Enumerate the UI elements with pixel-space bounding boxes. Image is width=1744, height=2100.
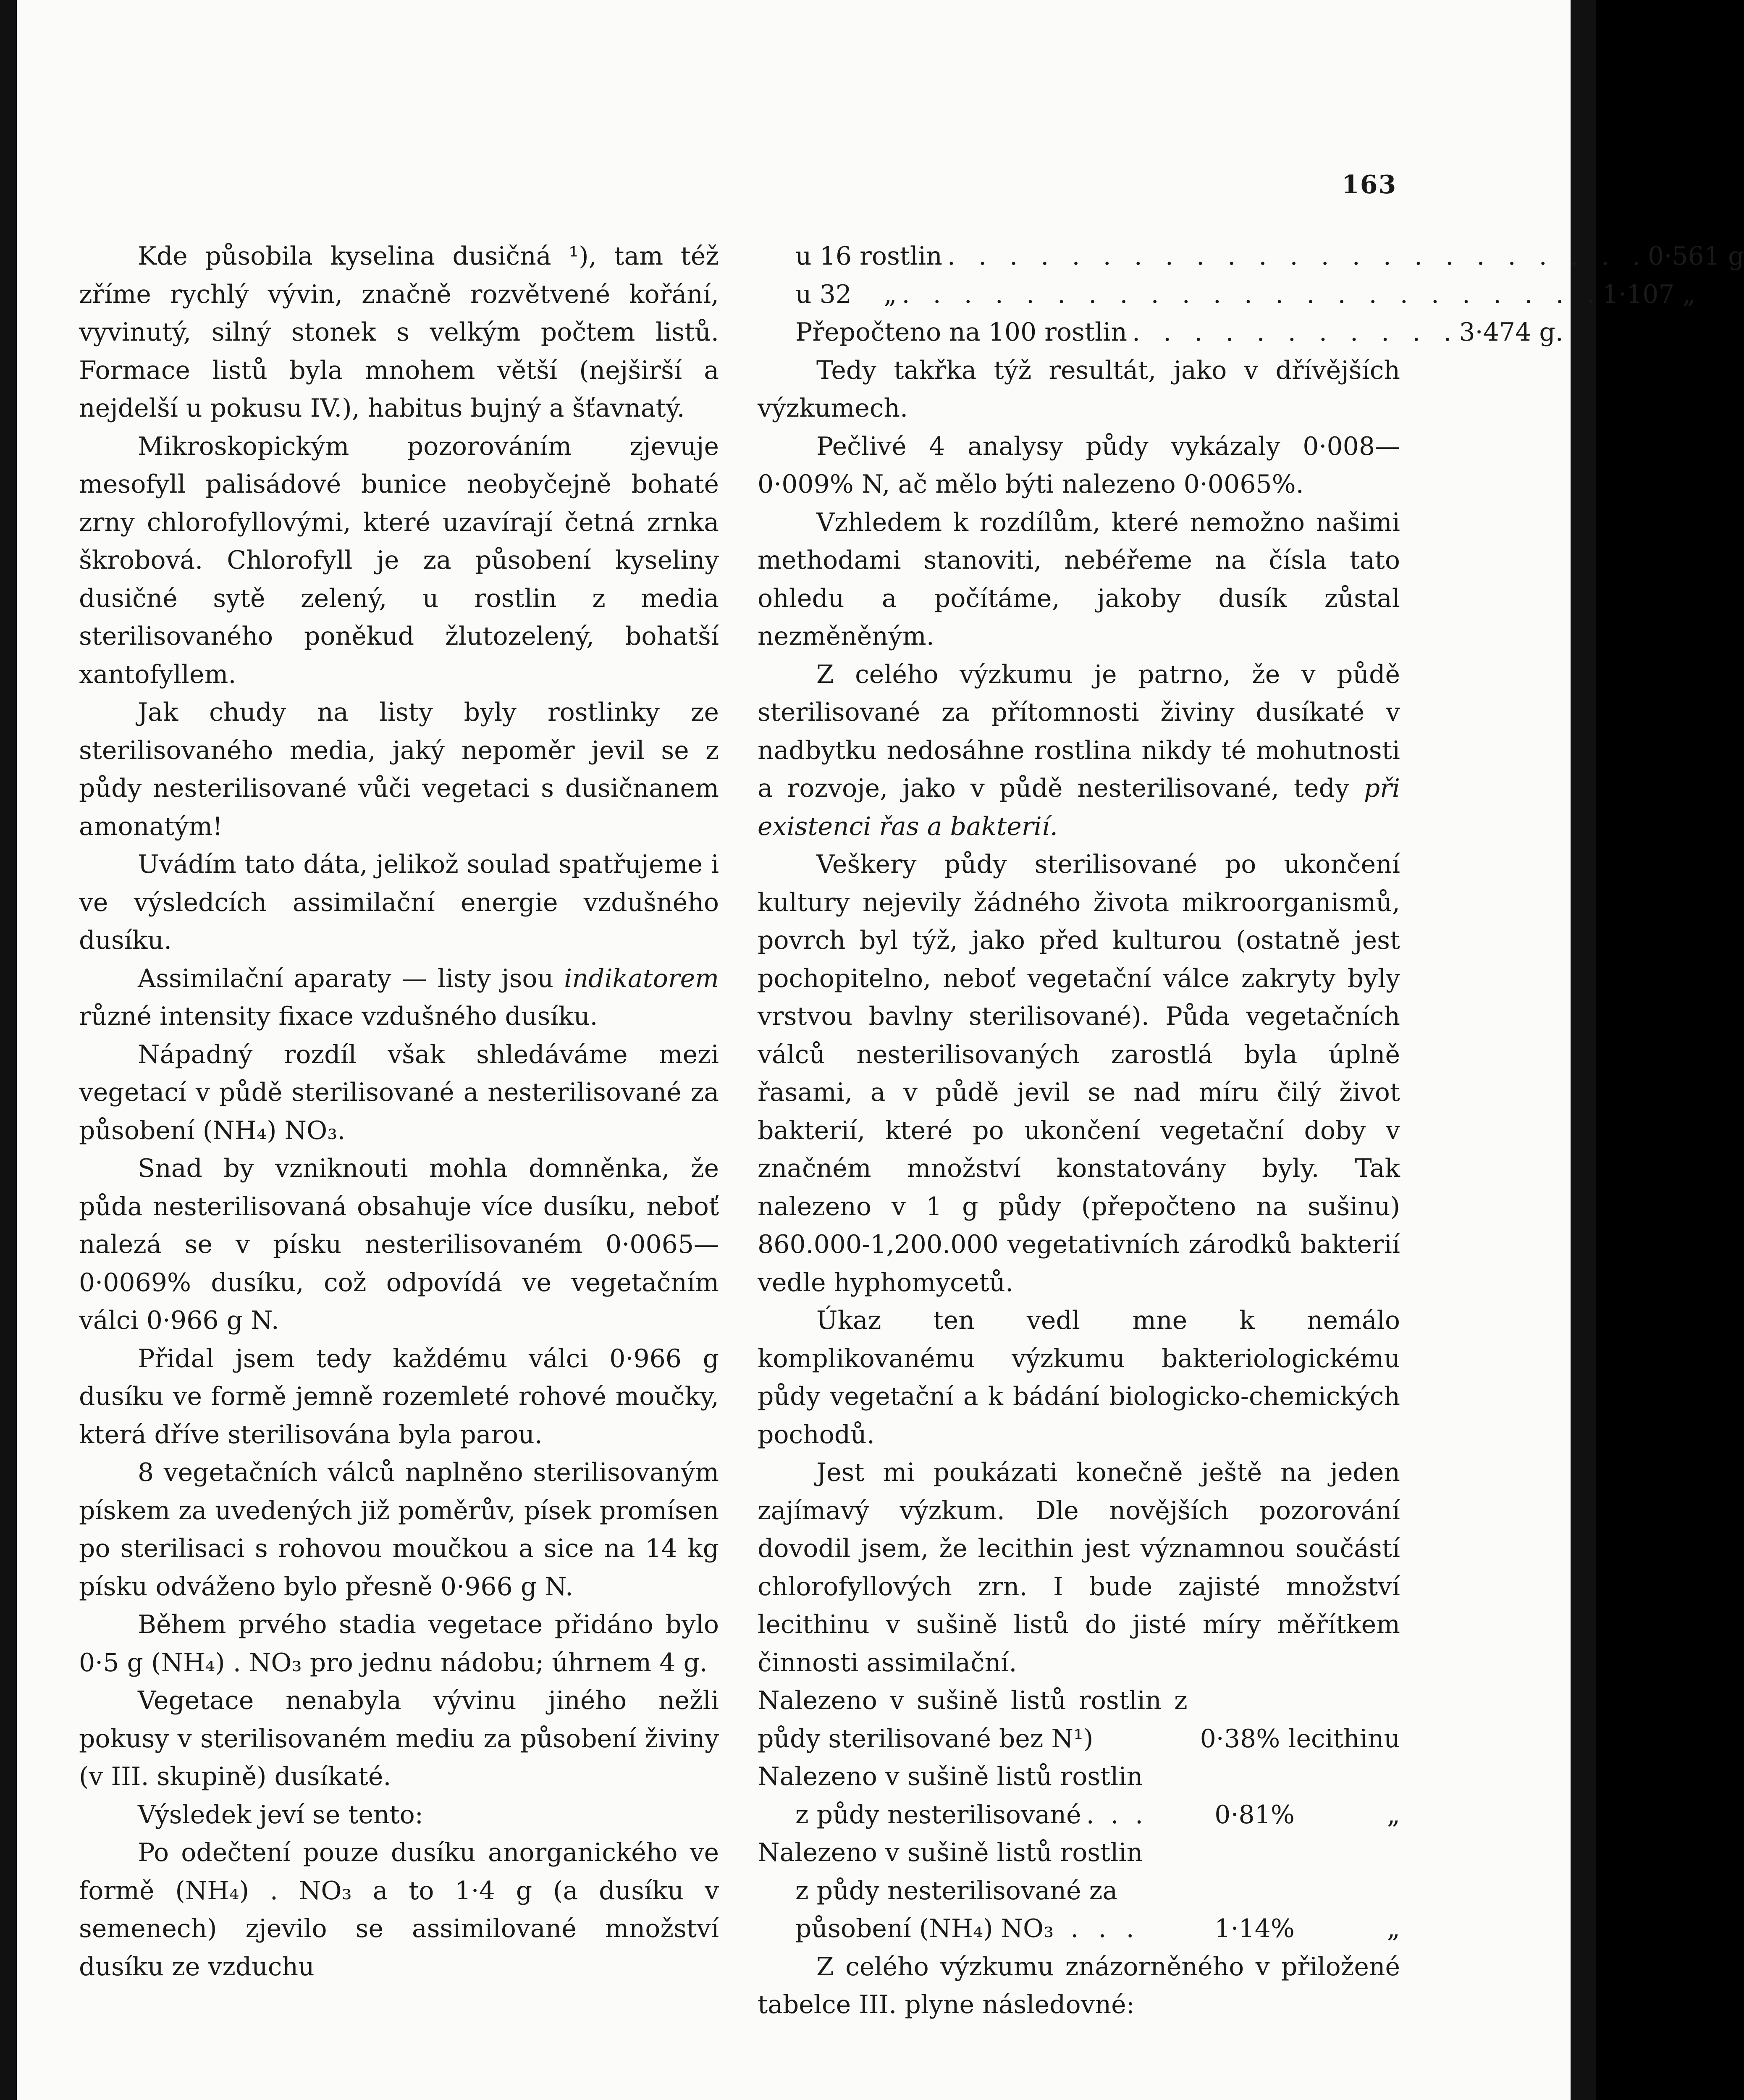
italic-term: při existenci řas a bakterií.	[758, 774, 1400, 841]
row-label: u 32 „	[795, 279, 897, 309]
lecithin-value: 0·38% lecithinu	[1200, 1724, 1400, 1754]
paragraph: 8 vegetačních válců naplněno sterilisovaným pískem za uvedených již poměrův, písek promísen po sterilisaci s rohovou moučkou a sice na 14 kg písku odváženo bylo přesně 0·966 g N.	[79, 1458, 719, 1601]
page-number: 163	[1342, 170, 1397, 200]
lecithin-label: působení (NH₄) NO₃	[795, 1914, 1054, 1943]
paragraph: Jak chudy na listy byly rostlinky ze sterilisovaného media, jaký nepoměr jevil se z půdy nesterilisované vůči vegetaci s dusičnanem amonatým!	[79, 698, 719, 841]
lecithin-row	[758, 1682, 1400, 1758]
leader-dots: . . .	[1070, 1914, 1140, 1943]
lecithin-label: Nalezeno v sušině listů rostlin	[758, 1762, 1143, 1791]
paragraph: Snad by vzniknouti mohla domněnka, že půda nesterilisovaná obsahuje více dusíku, neboť nalezá se v písku nesterilisovaném 0·0065—0·0069% dusíku, což odpovídá ve vegetačním válci 0·966 g N.	[79, 1154, 719, 1335]
lecithin-row	[758, 1758, 1400, 1834]
right-column	[758, 237, 1744, 2024]
text-span: Assimilační aparaty — listy jsou	[138, 963, 554, 993]
ditto-mark: „	[1387, 1800, 1400, 1830]
row-value: 0·561 g	[1648, 242, 1744, 271]
paragraph: Mikroskopickým pozorováním zjevuje mesofyll palisádové bunice neobyčejně bohaté zrny chlorofyllovými, které uzavírají četná zrnka škrobová. Chlorofyll je za působení kyseliny dusičné sytě zelený, u rostlin z media sterilisovaného poněkud žlutozelený, bohatší xantofyllem.	[79, 431, 719, 689]
lecithin-label: Nalezeno v sušině listů rostlin	[758, 1838, 1143, 1867]
paragraph: Uvádím tato dáta, jelikož soulad spatřujeme i ve výsledcích assimilační energie vzdušného dusíku.	[79, 850, 719, 955]
scan-border-left	[0, 0, 17, 2100]
lecithin-subline	[758, 1796, 1400, 1834]
paragraph: Jest mi poukázati konečně ještě na jeden zajímavý výzkum. Dle novějších pozorování dovodil jsem, že lecithin jest významnou součástí chlorofyllových zrn. I bude zajisté množství lecithinu v sušině listů do jisté míry měřítkem činnosti assimilační.	[758, 1458, 1400, 1677]
lecithin-subline	[758, 1910, 1400, 1948]
paragraph: Během prvého stadia vegetace přidáno bylo 0·5 g (NH₄) . NO₃ pro jednu nádobu; úhrnem 4 g.	[79, 1610, 719, 1677]
data-row	[758, 237, 1744, 276]
paragraph: Výsledek jeví se tento:	[138, 1800, 423, 1830]
paragraph: Přidal jsem tedy každému válci 0·966 g dusíku ve formě jemně rozemleté rohové moučky, která dříve sterilisována byla parou.	[79, 1344, 719, 1449]
paragraph: Úkaz ten vedl mne k nemálo komplikovanému výzkumu bakteriologickému půdy vegetační a k bádání biologicko-chemických pochodů.	[758, 1306, 1400, 1449]
text-span: různé intensity fixace vzdušného dusíku.	[79, 1002, 598, 1031]
paragraph: Pečlivé 4 analysy půdy vykázaly 0·008—0·009% N, ač mělo býti nalezeno 0·0065%.	[758, 431, 1400, 499]
paragraph	[758, 656, 1400, 846]
row-label: u 16 rostlin	[795, 242, 942, 271]
row-value: 3·474 g.	[1459, 318, 1563, 347]
leader-dots: . . . . . . . . . . . . . . . . . . . . . . .	[902, 279, 1602, 309]
lecithin-value: 1·14%	[1214, 1914, 1295, 1943]
italic-term: indikatorem	[564, 963, 719, 993]
row-value: 1·107 „	[1602, 279, 1696, 309]
paragraph: Vegetace nenabyla vývinu jiného nežli pokusy v sterilisovaném mediu za působení živiny (v III. skupině) dusíkaté.	[79, 1686, 719, 1791]
lecithin-label: Nalezeno v sušině listů rostlin z půdy sterilisované bez N¹)	[758, 1686, 1188, 1754]
paragraph	[79, 960, 719, 1036]
left-column	[79, 237, 719, 1986]
ditto-mark: „	[1387, 1914, 1400, 1943]
paragraph: Kde působila kyselina dusičná ¹), tam též zříme rychlý vývin, značně rozvětvené kořání, vyvinutý, silný stonek s velkým počtem listů. Formace listů byla mnohem větší (nejširší a nejdelší u pokusu IV.), habitus bujný a šťavnatý.	[79, 242, 719, 423]
paragraph: Nápadný rozdíl však shledáváme mezi vegetací v půdě sterilisované a nesterilisované za působení (NH₄) NO₃.	[79, 1040, 719, 1145]
lecithin-label: z půdy nesterilisované	[795, 1800, 1081, 1830]
data-row	[758, 313, 1563, 352]
leader-dots: . . .	[1086, 1800, 1148, 1830]
leader-dots: . . . . . . . . . . . . . . . . . . . . . . .	[947, 242, 1648, 271]
data-row	[758, 276, 1696, 314]
lecithin-value: 0·81%	[1214, 1800, 1295, 1830]
paragraph: Po odečtení pouze dusíku anorganického ve formě (NH₄) . NO₃ a to 1·4 g (a dusíku v semenech) zjevilo se assimilované množství dusíku ze vzduchu	[79, 1838, 719, 1982]
text-span: Z celého výzkumu je patrno, že v půdě sterilisované za přítomnosti živiny dusíkaté v nadbytku nedosáhne rostlina nikdy té mohutnosti a rozvoje, jako v půdě nesterilisované, tedy	[758, 659, 1400, 803]
lecithin-row	[758, 1834, 1400, 1948]
leader-dots: . . . . . . . . . . .	[1132, 318, 1459, 347]
scan-border-right	[1571, 0, 1596, 2100]
paragraph: Veškery půdy sterilisované po ukončení kultury nejevily žádného života mikroorganismů, povrch byl týž, jako před kulturou (ostatně jest pochopitelno, neboť vegetační válce zakryty byly vrstvou bavlny sterilisované). Půda vegetačních válců nesterilisovaných zarostlá byla úplně řasami, a v půdě jevil se nad míru čilý život bakterií, které po ukončení vegetační doby v značném množství konstatovány byly. Tak nalezeno v 1 g půdy (přepočteno na sušinu) 860.000-1,200.000 vegetativních zárodků bakterií vedle hyphomycetů.	[758, 850, 1400, 1297]
paragraph: Tedy takřka týž resultát, jako v dřívějších výzkumech.	[758, 355, 1400, 423]
paragraph: Z celého výzkumu znázorněného v přiložené tabelce III. plyne následovné:	[758, 1952, 1400, 2019]
row-label: Přepočteno na 100 rostlin	[795, 318, 1127, 347]
lecithin-label: z půdy nesterilisované za	[795, 1876, 1118, 1906]
paragraph: Vzhledem k rozdílům, které nemožno našimi methodami stanoviti, nebéřeme na čísla tato ohledu a počítáme, jakoby dusík zůstal nezměněným.	[758, 507, 1400, 651]
